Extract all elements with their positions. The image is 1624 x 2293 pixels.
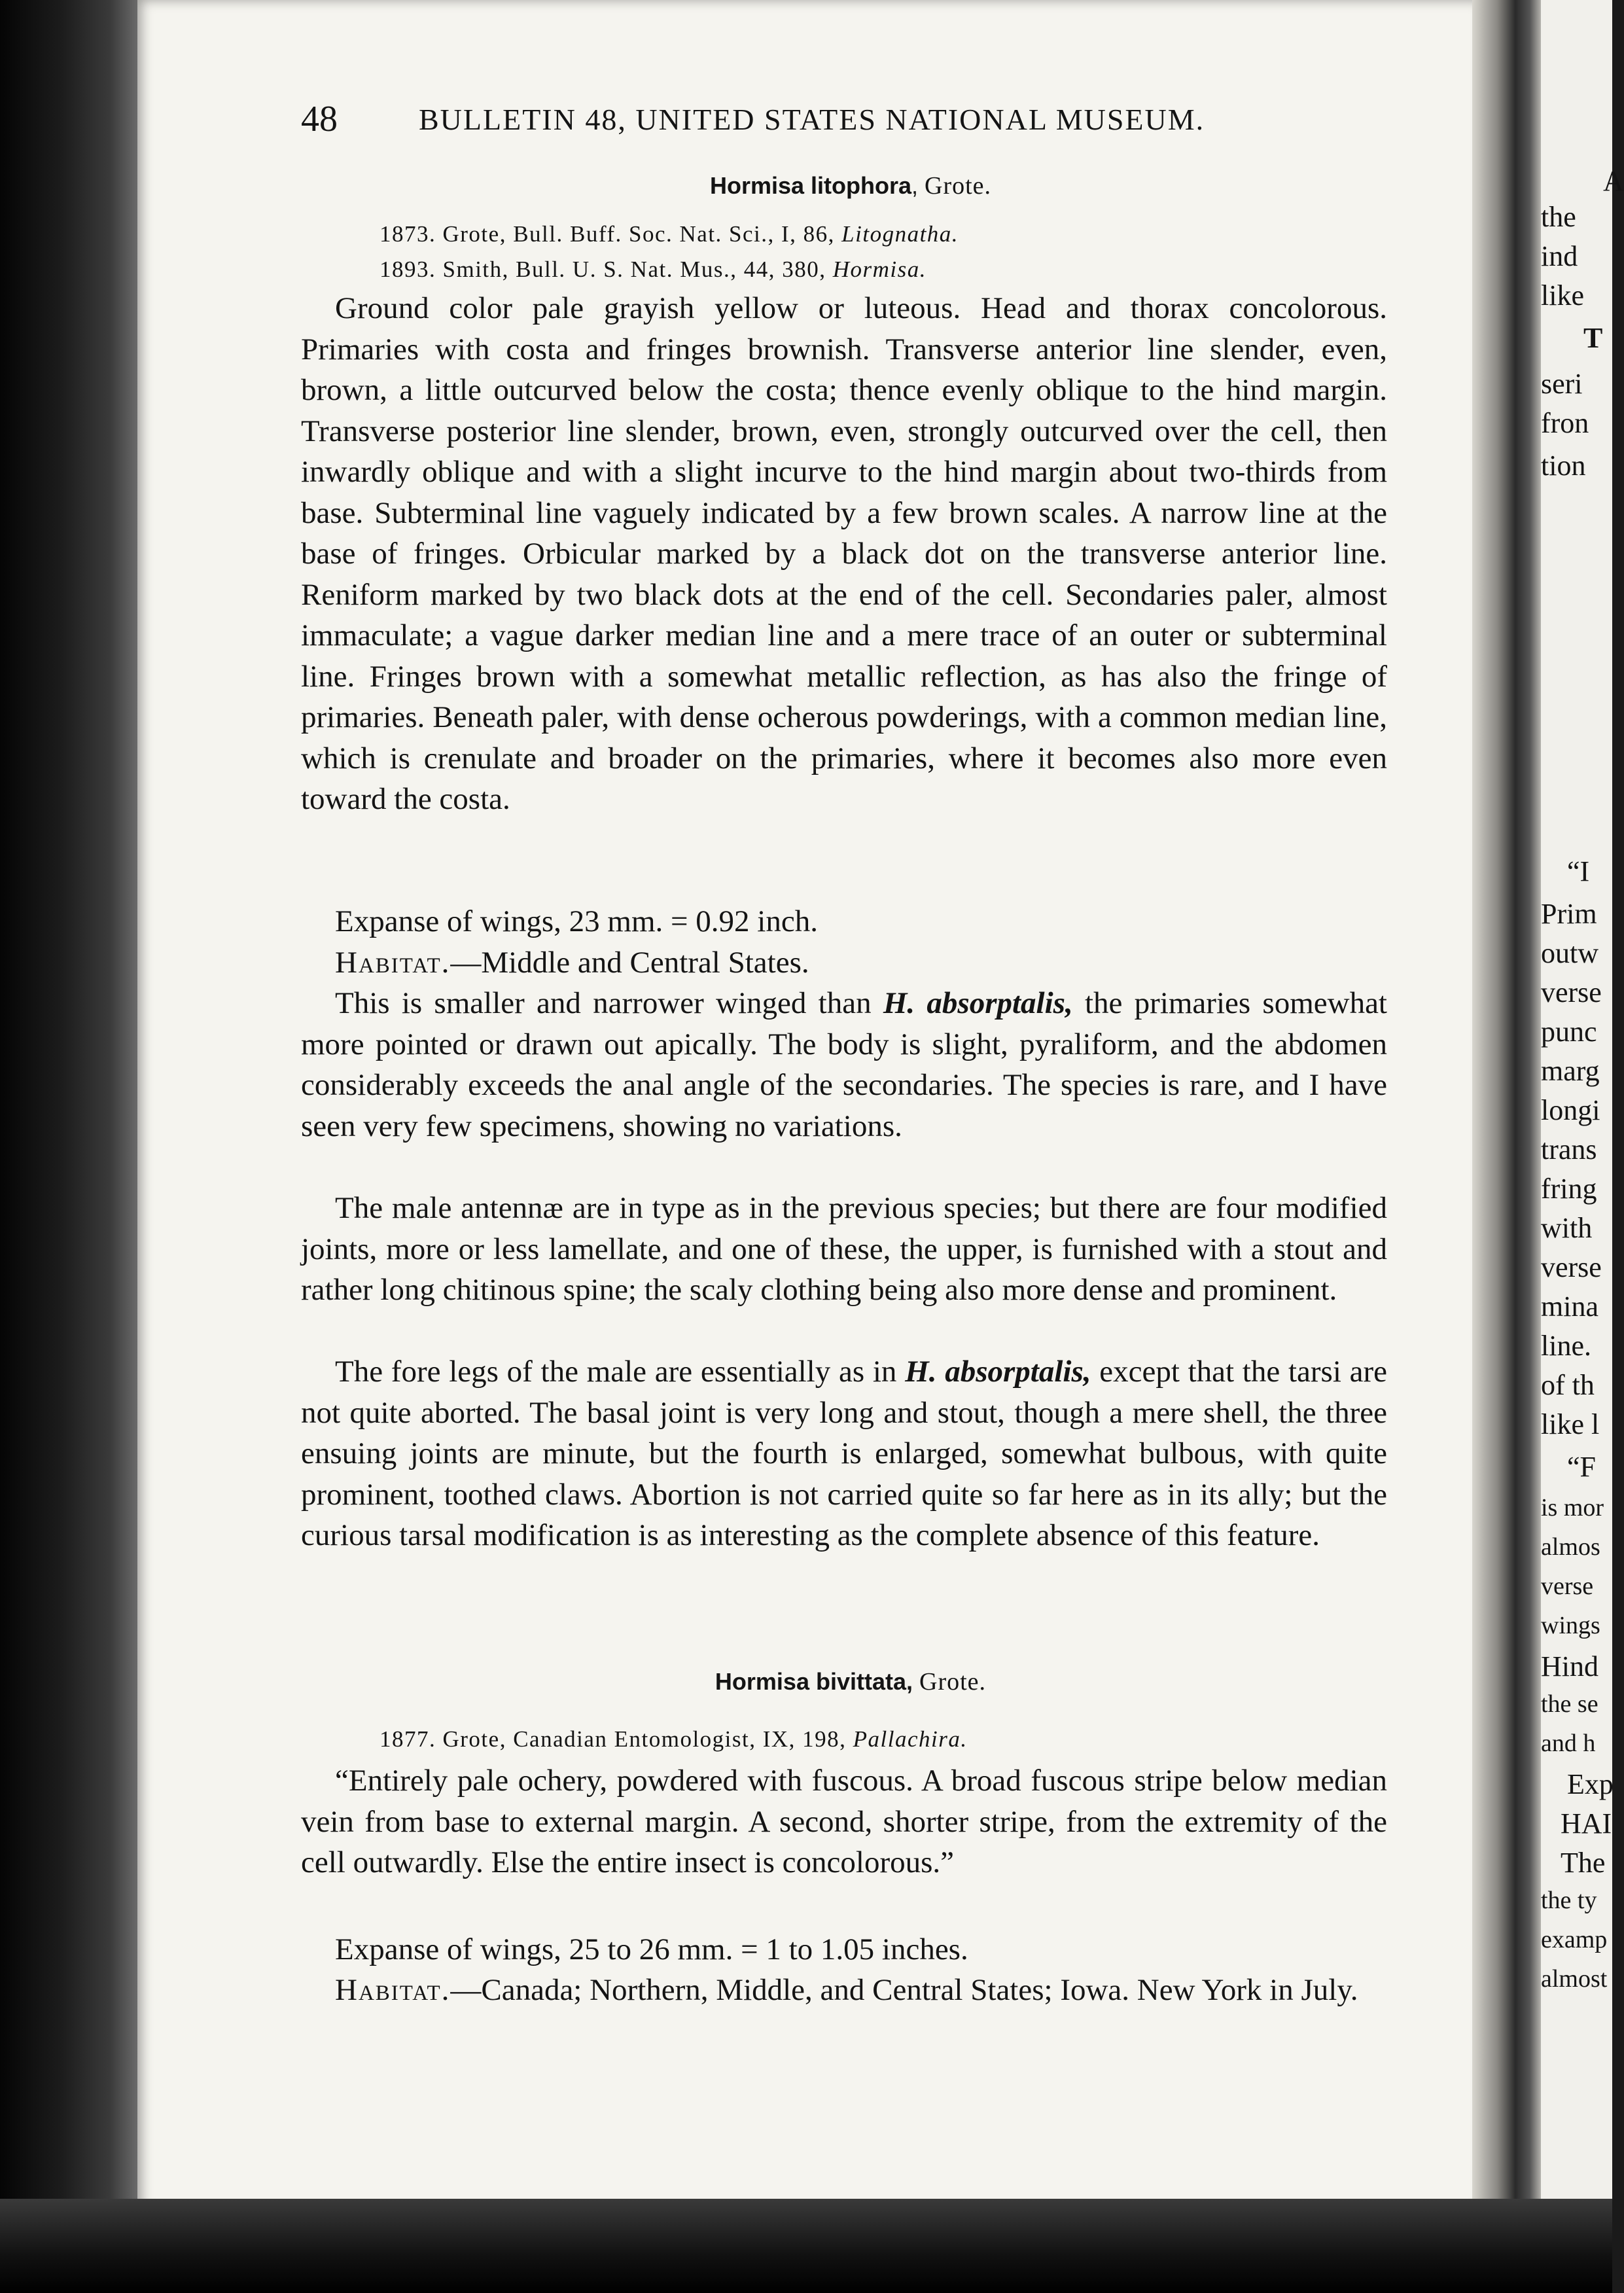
habitat-paragraph: Habitat.—Canada; Northern, Middle, and Central States; Iowa. New York in July. xyxy=(335,1973,1358,2007)
facing-line: The xyxy=(1561,1847,1606,1879)
facing-line: examp xyxy=(1541,1926,1608,1953)
scan-border-bottom xyxy=(0,2199,1612,2293)
facing-line: of th xyxy=(1541,1369,1595,1401)
facing-line: mina xyxy=(1541,1290,1598,1323)
facing-line: seri xyxy=(1541,368,1583,400)
facing-line: and h xyxy=(1541,1730,1596,1757)
facing-line: ind xyxy=(1541,240,1578,272)
facing-line: fring xyxy=(1541,1173,1597,1205)
page-number: 48 xyxy=(301,99,338,139)
facing-line: marg xyxy=(1541,1055,1600,1087)
expanse-line: Expanse of wings, 23 mm. = 0.92 inch. xyxy=(335,904,818,938)
facing-line: the xyxy=(1541,201,1576,233)
comparison-paragraph: This is smaller and narrower winged than H. absorptalis, the primaries somewhat more pointed or drawn out apically. The body is slight, pyraliform, and the abdomen considerably exceeds the anal angle of the secondaries. The species is rare, and I have seen very few specimens, showing no variations. xyxy=(301,986,1387,1143)
book-gutter xyxy=(1472,0,1544,2212)
reference-line: 1873. Grote, Bull. Buff. Soc. Nat. Sci., I, 86, Litognatha. xyxy=(380,221,959,247)
species-heading-litophora: Hormisa litophora, Grote. xyxy=(709,172,992,200)
facing-line: like xyxy=(1541,279,1584,311)
forelegs-paragraph: The fore legs of the male are essentially as in H. absorptalis, except that the tarsi are not quite aborted. The basal joint is very long and stout, though a mere shell, the three ensuing joints are minute, but the fourth is enlarged, somewhat bulbous, with quite prominent, toothed claws. Abortion is not carried quite so far here as in its ally; but the curious tarsal modification is as interesting as the complete absence of this feature. xyxy=(301,1355,1387,1552)
facing-line: outw xyxy=(1541,937,1598,969)
reference-line: 1893. Smith, Bull. U. S. Nat. Mus., 44, 380, Hormisa. xyxy=(380,257,927,282)
facing-line: A xyxy=(1603,165,1624,197)
facing-line: verse xyxy=(1541,976,1602,1008)
facing-line: verse xyxy=(1541,1251,1602,1283)
description-paragraph: Ground color pale grayish yellow or luteous. Head and thorax concolorous. Primaries with costa and fringes brownish. Transverse anterior line slender, even, brown, a little outcurved below the costa; thence evenly oblique to the hind margin. Transverse posterior line slender, brown, even, strongly outcurved over the cell, then inwardly oblique and with a slight incurve to the hind margin about two-thirds from base. Subterminal line vaguely indicated by a few brown scales. A narrow line at the base of fringes. Orbicular marked by a black dot on the transverse anterior line. Reniform marked by two black dots at the end of the cell. Secondaries paler, almost immaculate; a vague darker median line and a mere trace of an outer or subterminal line. Fringes brown with a somewhat metallic reflection, as has also the fringe of primaries. Beneath paler, with dense ocherous powderings, with a common median line, which is crenulate and broader on the primaries, where it becomes also more even toward the costa. xyxy=(301,291,1387,816)
quote-paragraph: “Entirely pale ochery, powdered with fuscous. A broad fuscous stripe below median vein from base to external margin. A second, shorter stripe, from the extremity of the cell outwardly. Else the entire insect is concolorous.” xyxy=(301,1764,1387,1879)
facing-line: punc xyxy=(1541,1016,1597,1048)
facing-line: like l xyxy=(1541,1408,1600,1440)
facing-line: Exp xyxy=(1567,1768,1614,1800)
facing-line: line. xyxy=(1541,1330,1591,1362)
reference-line: 1877. Grote, Canadian Entomologist, IX, 198, Pallachira. xyxy=(380,1726,968,1752)
facing-line: the se xyxy=(1541,1690,1598,1718)
facing-line: HAI xyxy=(1561,1807,1612,1840)
habitat-line: Habitat.—Middle and Central States. xyxy=(335,946,809,980)
facing-line: longi xyxy=(1541,1094,1600,1126)
scan-border-left xyxy=(0,0,137,2293)
facing-line: “I xyxy=(1567,855,1590,887)
facing-line: almos xyxy=(1541,1533,1600,1561)
species-heading-bivittata: Hormisa bivittata, Grote. xyxy=(715,1668,987,1696)
expanse-line: Expanse of wings, 25 to 26 mm. = 1 to 1.05 inches. xyxy=(335,1932,968,1966)
facing-line: “F xyxy=(1567,1451,1596,1483)
facing-page xyxy=(1541,0,1624,2212)
facing-line: Hind xyxy=(1541,1650,1598,1682)
facing-line: with xyxy=(1541,1212,1593,1244)
facing-line: trans xyxy=(1541,1133,1597,1165)
facing-line: verse xyxy=(1541,1573,1594,1600)
facing-line: T xyxy=(1583,322,1603,354)
facing-line: the ty xyxy=(1541,1887,1597,1914)
running-title: BULLETIN 48, UNITED STATES NATIONAL MUSEUM. xyxy=(419,103,1205,136)
facing-line: wings xyxy=(1541,1612,1600,1639)
antennae-paragraph: The male antennæ are in type as in the previous species; but there are four modified joints, more or less lamellate, and one of these, the upper, is furnished with a stout and rather long chitinous spine; the scaly clothing being also more dense and prominent. xyxy=(301,1191,1387,1307)
facing-line: Prim xyxy=(1541,898,1597,930)
facing-line: tion xyxy=(1541,450,1586,482)
facing-line: is mor xyxy=(1541,1494,1604,1521)
facing-line: almost xyxy=(1541,1965,1608,1993)
facing-line: fron xyxy=(1541,407,1589,439)
